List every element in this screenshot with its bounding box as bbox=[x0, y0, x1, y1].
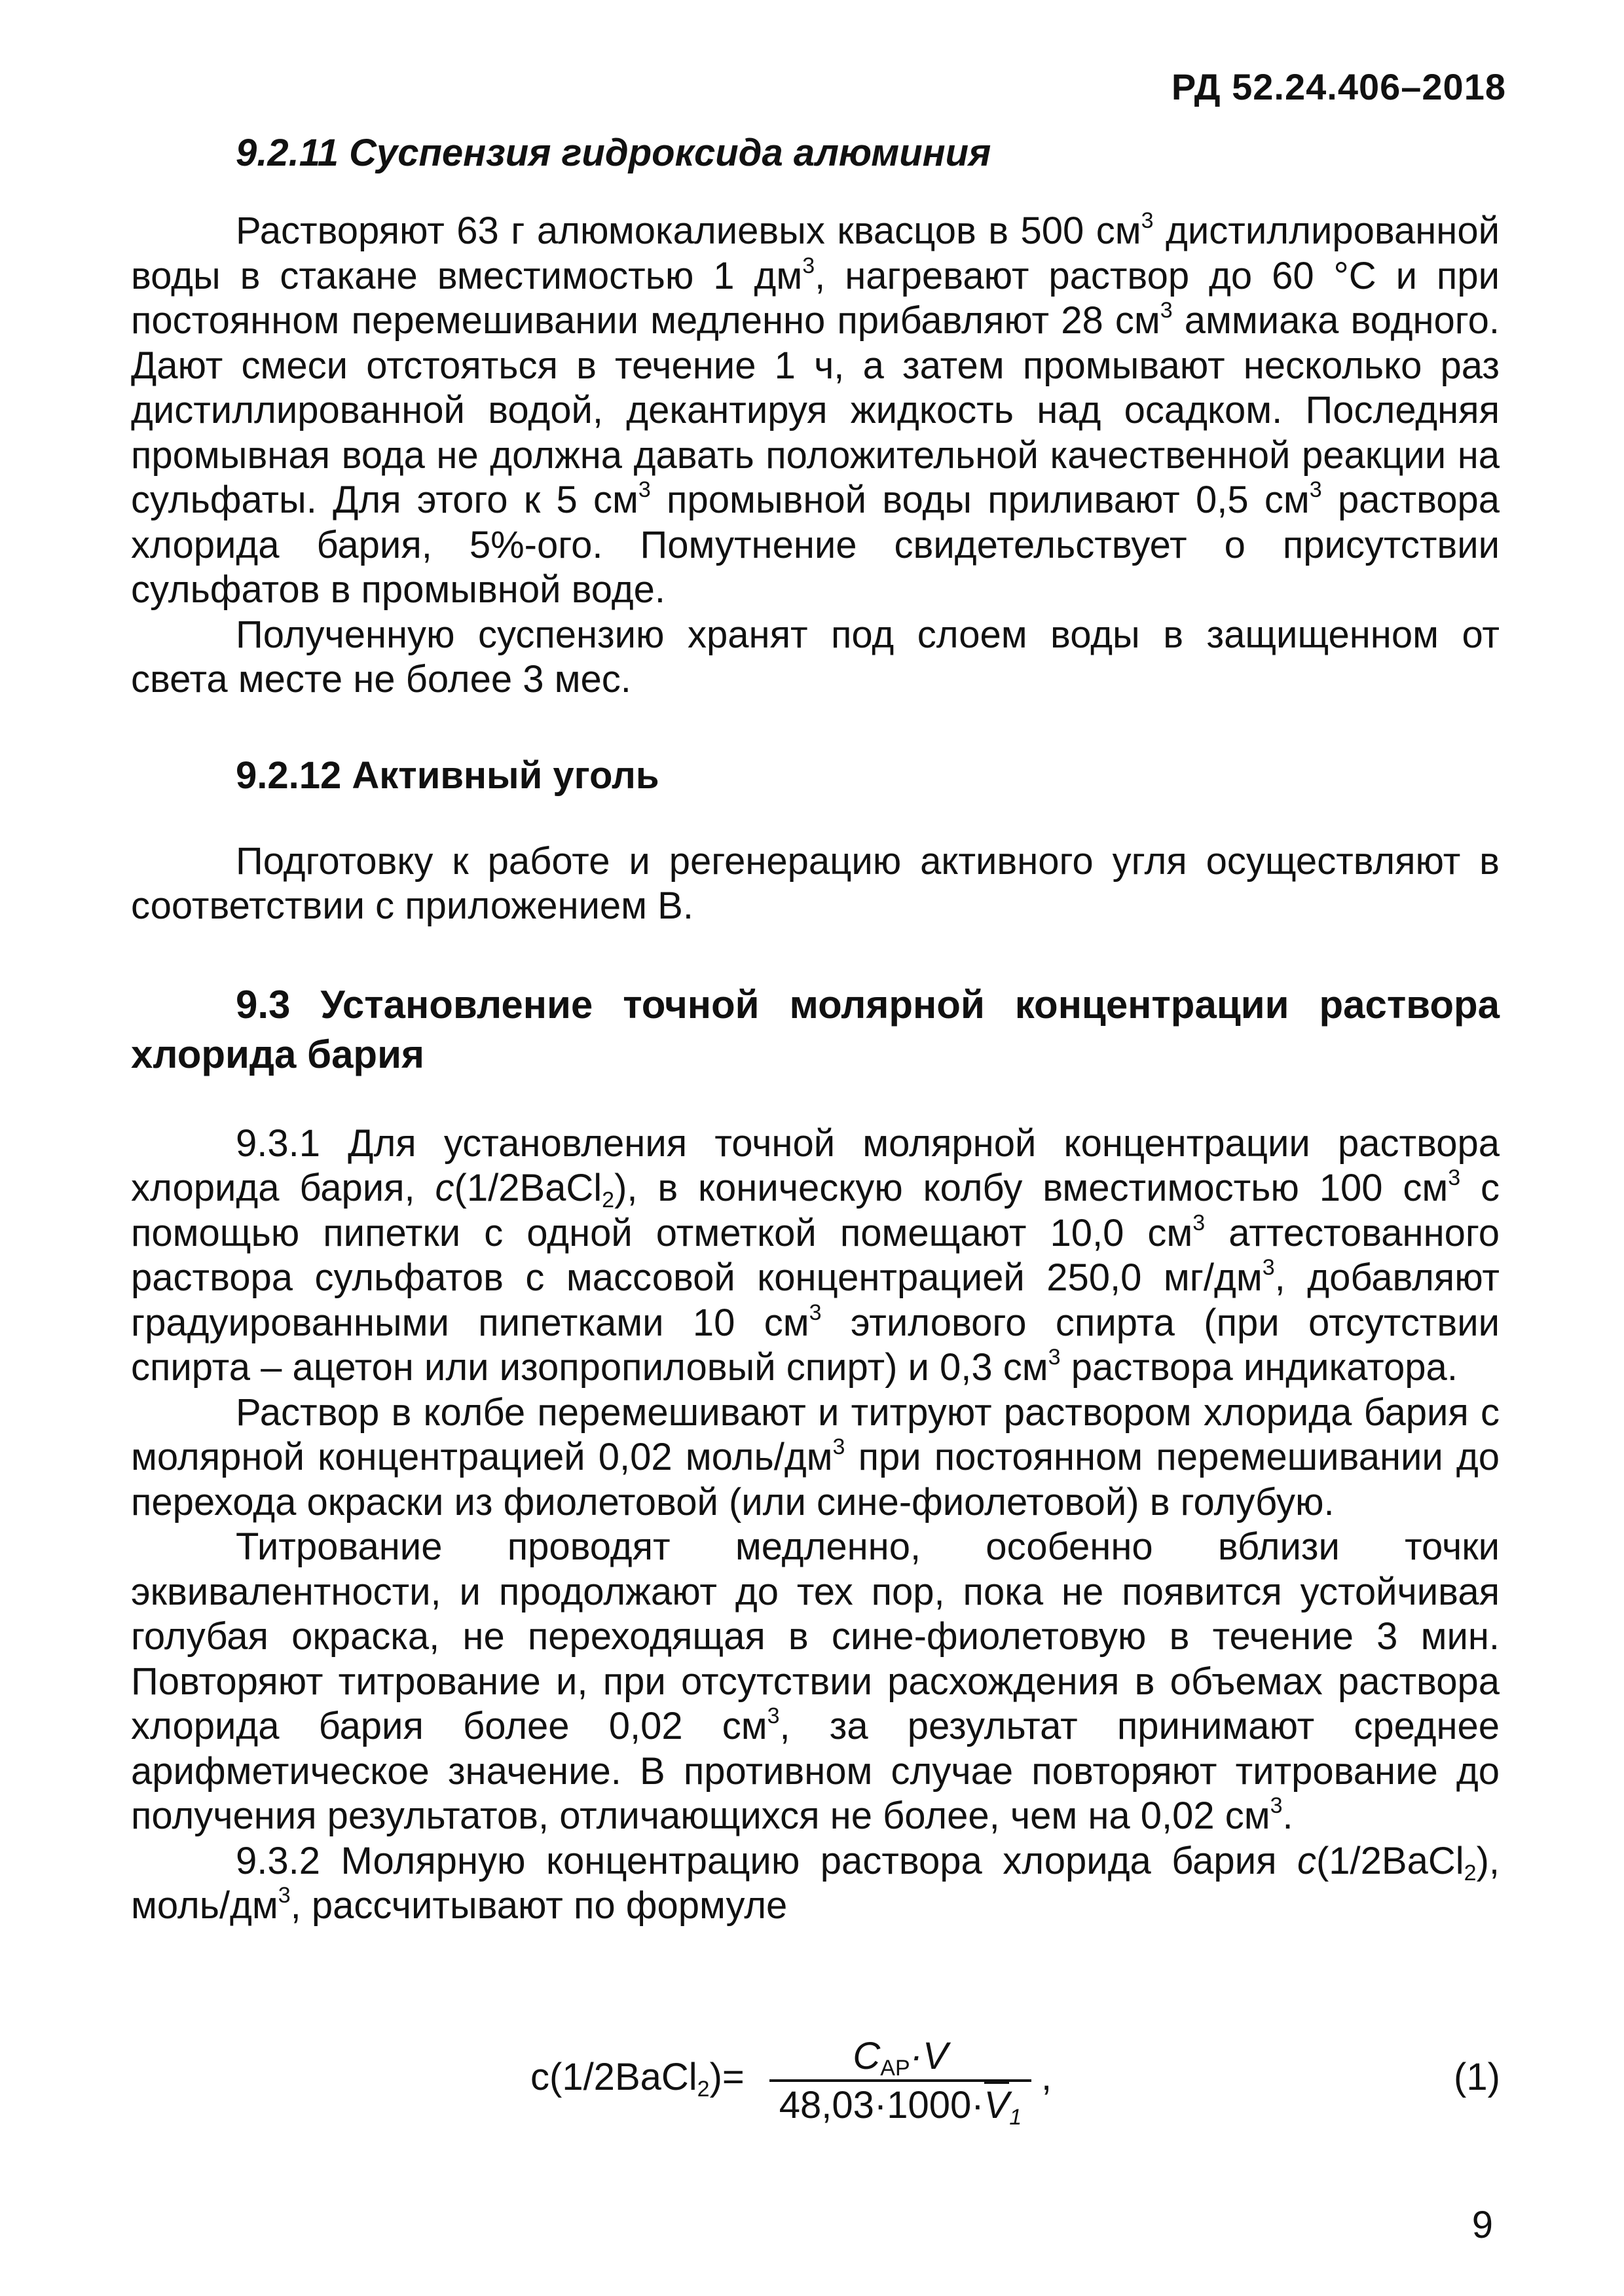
document-code: РД 52.24.406–2018 bbox=[1171, 66, 1506, 107]
formula-fraction bbox=[769, 2034, 1031, 2130]
formula-denominator: $48,03\cdot 1000\cdot V_1$ bbox=[769, 2083, 1031, 2127]
formula-lhs: c(1/2BaCl$_2$)= bbox=[530, 2056, 745, 2102]
paragraph-9-2-11-1: Растворяют 63 г алюмокалиевых квасцов в 500 $см^3$ дистиллированной воды в стакане вместимостью 1 $дм^3$, нагревают раствор до 60 °С и при постоянном перемешивании медленно прибавляют 28 $см^3$ аммиака водного. Дают смеси отстояться в течение 1 ч, а затем промывают несколько раз дистиллированной водой, декантируя жидкость над осадком. Последняя промывная вода не должна давать положительной качественной реакции на сульфаты. Для этого к 5 $см^3$ промывной воды приливают 0,5 $см^3$ раствора хлорида бария, 5%-ого. Помутнение свидетельствует о присутствии сульфатов в промывной воде. bbox=[131, 208, 1500, 611]
equation-number: (1) bbox=[1454, 2056, 1500, 2098]
formula-comma: , bbox=[1041, 2056, 1052, 2098]
heading-9-2-11: 9.2.11 Суспензия гидроксида алюминия bbox=[236, 132, 991, 174]
paragraph-9-2-12-1: Подготовку к работе и регенерацию активного угля осуществляют в соответствии с приложением В. bbox=[131, 839, 1500, 927]
paragraph-9-3-1-3: Титрование проводят медленно, особенно вблизи точки эквивалентности, и продолжают до тех пор, пока не появится устойчивая голубая окраска, не переходящая в сине-фиолетовую в течение 3 мин. Повторяют титрование и, при отсутствии расхождения в объемах раствора хлорида бария более 0,02 $см^3$, за результат принимают среднее арифметическое значение. В противном случае повторяют титрование до получения результатов, отличающихся не более, чем на 0,02 $см^3$. bbox=[131, 1525, 1500, 1837]
heading-9-3: 9.3 Установление точной молярной концентрации раствора хлорида бария bbox=[131, 982, 1500, 1076]
paragraph-9-3-1-2: Раствор в колбе перемешивают и титруют раствором хлорида бария с молярной концентрацией 0,02 моль/$дм^3$ при постоянном перемешивании до перехода окраски из фиолетовой (или сине-фиолетовой) в голубую. bbox=[131, 1391, 1500, 1523]
formula-numerator: $C_{AP}\cdot V$ bbox=[853, 2035, 948, 2081]
heading-9-2-12: 9.2.12 Активный уголь bbox=[236, 754, 659, 797]
page-number: 9 bbox=[1471, 2204, 1493, 2246]
page-content bbox=[131, 131, 1500, 1929]
paragraph-9-2-11-2: Полученную суспензию хранят под слоем воды в защищенном от света месте не более 3 мес. bbox=[131, 613, 1500, 701]
paragraph-9-3-1: 9.3.1 Для установления точной молярной концентрации раствора хлорида бария, с(1/2BaCl$_2$), в коническую колбу вместимостью 100 $см^3$ с помощью пипетки с одной отметкой помещают 10,0 $см^3$ аттестованного раствора сульфатов с массовой концентрацией 250,0 $мг/дм^3$, добавляют градуированными пипетками 10 $см^3$ этилового спирта (при отсутствии спирта – ацетон или изопропиловый спирт) и 0,3 $см^3$ раствора индикатора. bbox=[131, 1121, 1500, 1389]
paragraph-9-3-2: 9.3.2 Молярную концентрацию раствора хлорида бария с(1/2BaCl$_2$), моль/$дм^3$, рассчитывают по формуле bbox=[131, 1839, 1500, 1927]
formula-1 bbox=[0, 2035, 1624, 2136]
